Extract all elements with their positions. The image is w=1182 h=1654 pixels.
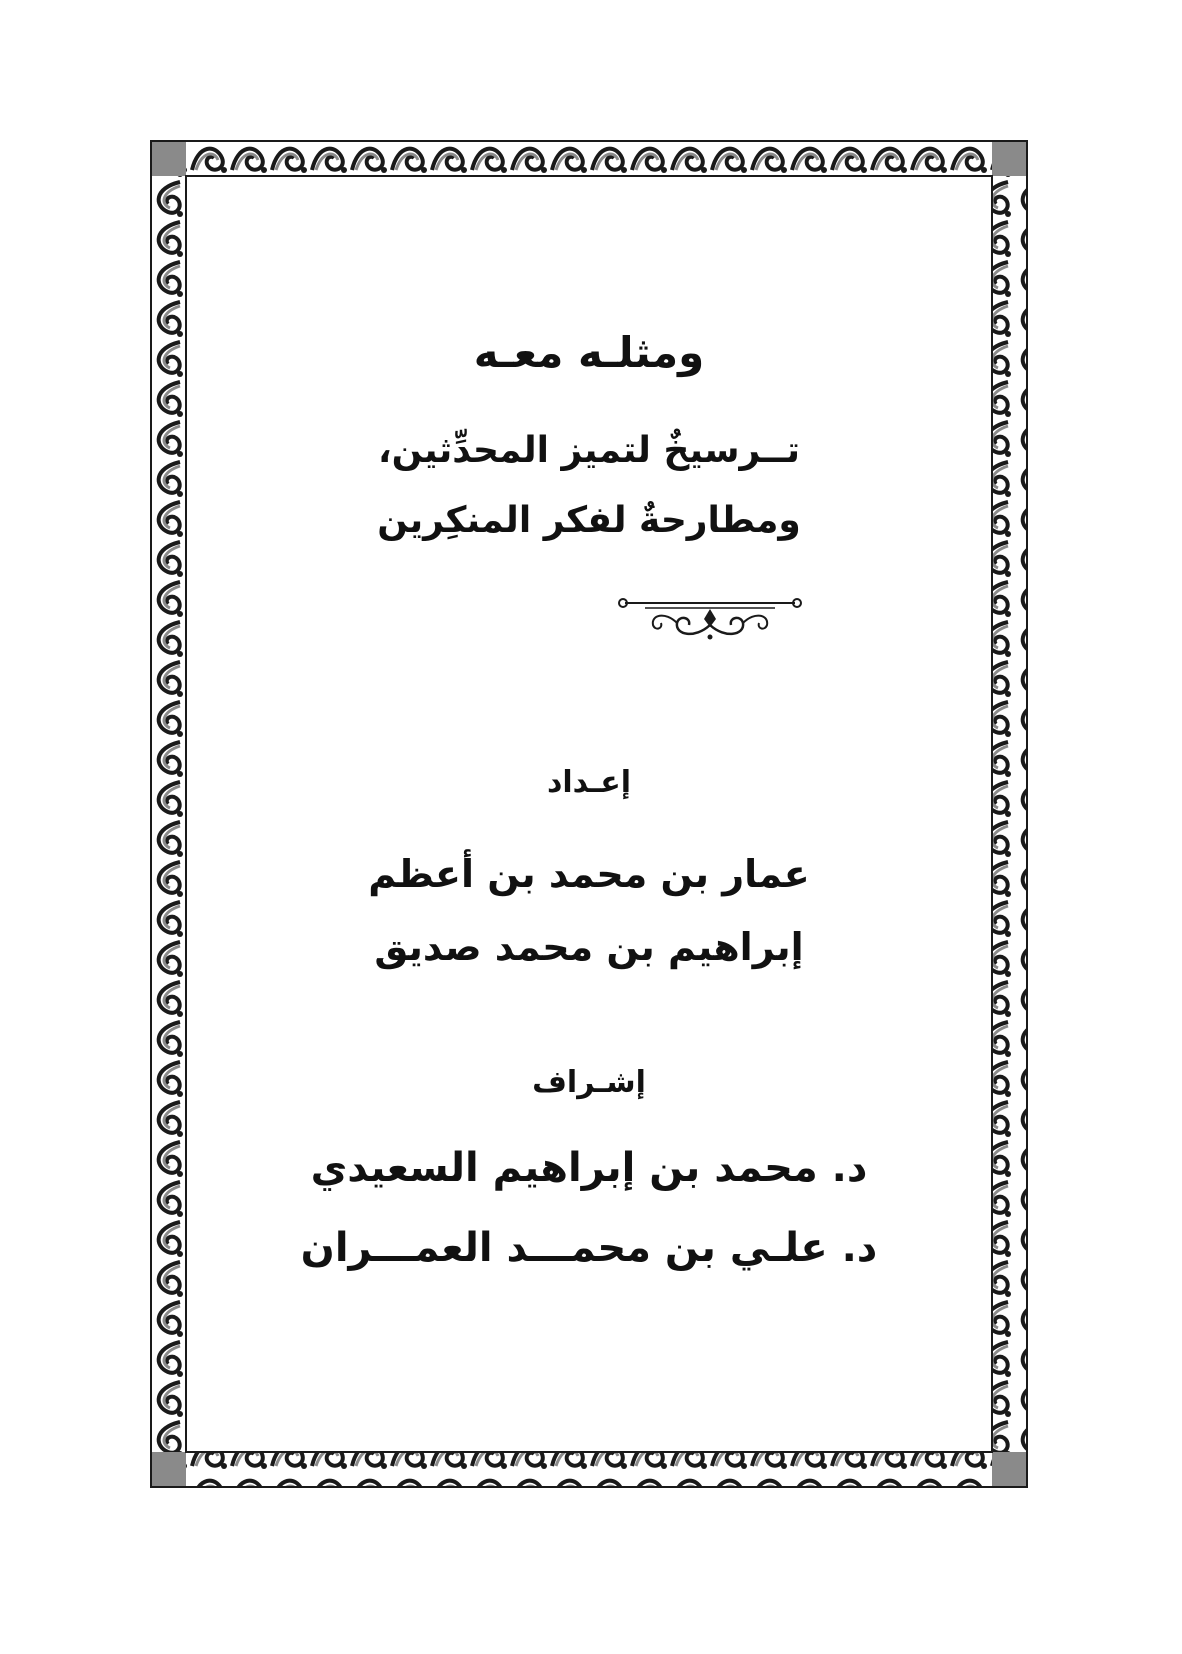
book-title: ومثلـه معـه	[473, 328, 705, 377]
subtitle-line-2: ومطارحةٌ لفكر المنكِرين	[377, 500, 801, 541]
page-frame	[150, 140, 1028, 1488]
supervisor-name: د. محمد بن إبراهيم السعيدي	[310, 1145, 868, 1191]
floral-divider-icon	[615, 595, 805, 643]
subtitle-line-1: تــرسيخٌ لتميز المحدِّثين،	[377, 430, 801, 471]
author-name: عمار بن محمد بن أعظم	[368, 852, 810, 896]
prepared-by-label: إعـداد	[546, 765, 632, 800]
cover-content	[270, 140, 908, 1488]
supervision-label: إشـراف	[532, 1065, 646, 1100]
supervisor-name: د. علـي بن محمـــد العمـــران	[300, 1225, 878, 1271]
author-name: إبراهيم بن محمد صديق	[374, 925, 804, 969]
